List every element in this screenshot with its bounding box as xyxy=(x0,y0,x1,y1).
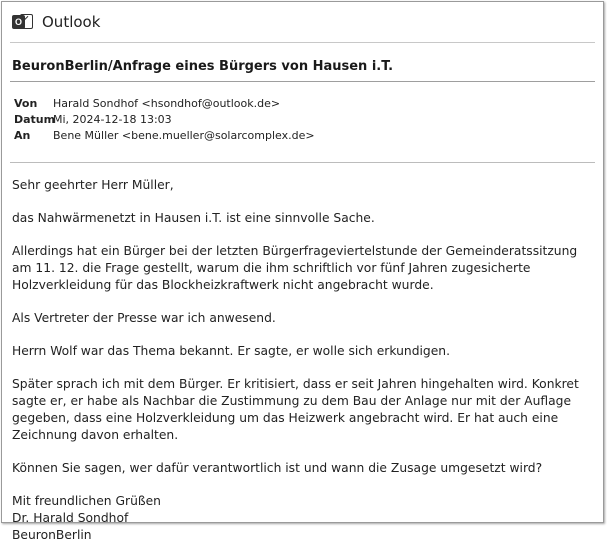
from-label: Von xyxy=(14,97,38,110)
body-paragraph: Als Vertreter der Presse war ich anwesend. xyxy=(12,311,276,325)
body-paragraph: Herrn Wolf war das Thema bekannt. Er sagte, er wolle sich erkundigen. xyxy=(12,344,450,358)
divider xyxy=(10,42,595,43)
closing: Mit freundlichen Grüßen xyxy=(12,494,161,508)
date-label: Datum xyxy=(14,113,56,126)
outlook-logo-icon: O xyxy=(12,11,34,33)
to-row xyxy=(14,128,315,144)
date-row xyxy=(14,112,315,128)
from-row xyxy=(14,96,315,112)
body-paragraph: Allerdings hat ein Bürger bei der letzten Bürgerfrageviertelstunde der Gemeinderatssitzung am 11. 12. die Frage gestellt, warum die ihm schriftlich vor fünf Jahren zugesicherte Holzverkleidung für das Blockheizkraftwerk nicht angebracht wurde. xyxy=(12,244,578,292)
to-label: An xyxy=(14,129,31,142)
email-window xyxy=(1,1,604,542)
signature-org: BeuronBerlin xyxy=(12,528,92,542)
body-paragraph: Können Sie sagen, wer dafür verantwortlich ist und wann die Zusage umgesetzt wird? xyxy=(12,461,543,475)
from-value[interactable]: Harald Sondhof <hsondhof@outlook.de> xyxy=(53,97,281,110)
signature-name: Dr. Harald Sondhof xyxy=(12,511,129,525)
body-paragraph: Später sprach ich mit dem Bürger. Er kritisiert, dass er seit Jahren hingehalten wird. Konkret sagte er, er habe als Nachbar die Zustimmung zu dem Bau der Anlage nur mit der Auflage gegeben, dass eine Holzverkleidung um das Heizwerk angebracht wird. Er hat auch eine Zeichnung davon erhalten. xyxy=(12,377,579,442)
email-headers xyxy=(14,96,315,144)
divider xyxy=(10,162,595,163)
greeting: Sehr geehrter Herr Müller, xyxy=(12,178,174,192)
email-body xyxy=(12,177,597,544)
date-value: Mi, 2024-12-18 13:03 xyxy=(53,113,172,126)
body-paragraph: das Nahwärmenetzt in Hausen i.T. ist eine sinnvolle Sache. xyxy=(12,211,375,225)
to-value[interactable]: Bene Müller <bene.mueller@solarcomplex.de> xyxy=(53,129,315,142)
divider xyxy=(10,81,595,82)
app-name: Outlook xyxy=(42,13,101,31)
email-subject: BeuronBerlin/Anfrage eines Bürgers von Hausen i.T. xyxy=(12,59,394,74)
app-header xyxy=(12,10,100,34)
